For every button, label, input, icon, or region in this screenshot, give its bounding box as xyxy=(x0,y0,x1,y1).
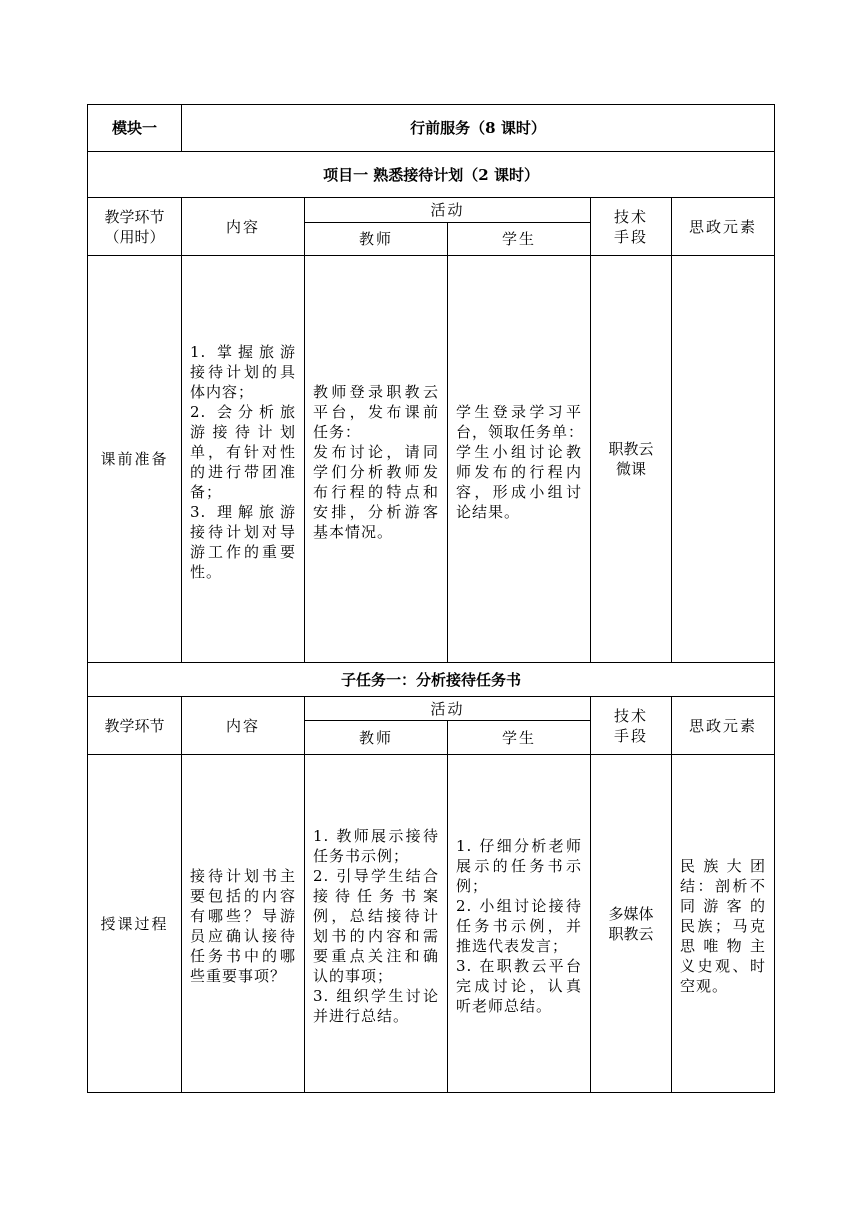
row1-teacher-line: 发布讨论，请同 xyxy=(313,442,439,461)
row2-content-line: 些重要事项？ xyxy=(190,967,287,985)
row1-content-line: 接待计划的具 xyxy=(190,362,296,381)
col-tech-header xyxy=(591,198,672,256)
row2-teacher-line: 任务书示例； xyxy=(313,847,410,865)
row1-content-line: 单，有针对性 xyxy=(190,442,296,461)
row1-content-line: 游工作的重要 xyxy=(190,542,296,561)
row2-teacher-line: 要重点关注和确 xyxy=(313,947,439,965)
row2-student-line: 推选代表发言； xyxy=(456,937,569,955)
row2-teacher-line: 并进行总结。 xyxy=(313,1007,410,1025)
col-stage-label: 教学环节 xyxy=(104,207,165,226)
row2-teacher-line: 2. 引导学生结合 xyxy=(313,867,439,885)
col-stage-header xyxy=(88,198,182,256)
row2-tech-1: 多媒体 xyxy=(608,904,654,923)
row2-ideology-line: 民族大团 xyxy=(680,857,767,875)
lesson-plan-table xyxy=(87,104,775,1093)
col-stage-sub: （用时） xyxy=(104,227,165,246)
row1-content-line: 体内容； xyxy=(190,382,255,401)
row2-content-line: 任务书中的哪 xyxy=(190,947,296,965)
row1-content xyxy=(182,256,305,663)
row1-content-line: 接待计划对导 xyxy=(190,522,296,541)
row2-teacher xyxy=(305,755,448,1093)
row1-teacher-line: 布行程的特点和 xyxy=(313,482,439,501)
row1-content-line: 1. 掌握旅游 xyxy=(190,342,296,361)
row2-content-line: 接待计划书主 xyxy=(190,867,296,885)
t2-col-stage-header: 教学环节 xyxy=(88,697,182,755)
row1-content-line: 的进行带团准 xyxy=(190,462,296,481)
row1-ideology xyxy=(672,256,775,663)
row2-ideology-line: 思唯物主 xyxy=(680,937,767,955)
module-label: 模块一 xyxy=(88,105,182,152)
t2-col-student-header: 学生 xyxy=(448,721,591,755)
t2-col-tech-label-2: 手段 xyxy=(613,726,648,745)
row2-content xyxy=(182,755,305,1093)
row2-student-line: 例； xyxy=(456,877,489,895)
row2-stage: 授课过程 xyxy=(88,755,182,1093)
row2-ideology-line: 空观。 xyxy=(680,977,729,995)
row1-tech-1: 职教云 xyxy=(608,440,654,458)
row2-ideology-line: 结：剖析不 xyxy=(680,877,767,895)
col-student-header: 学生 xyxy=(448,223,591,256)
row2-ideology-line: 同游客的 xyxy=(680,897,767,915)
row2-content-line: 要包括的内容 xyxy=(190,887,296,905)
row1-student xyxy=(448,256,591,663)
row2-content-line: 有哪些？导游 xyxy=(190,907,296,925)
row2-student-line: 3. 在职教云平台 xyxy=(456,957,582,975)
t2-col-activity-header: 活动 xyxy=(305,697,591,721)
row2-teacher-line: 接待任务书案 xyxy=(313,887,439,905)
t2-col-tech-header xyxy=(591,697,672,755)
row1-student-line: 学生小组讨论教 xyxy=(456,442,582,461)
row1-student-line: 容，形成小组讨 xyxy=(456,482,582,501)
row1-teacher-line: 平台，发布课前 xyxy=(313,402,439,421)
row1-tech xyxy=(591,256,672,663)
row2-tech xyxy=(591,755,672,1093)
col-content-header: 内容 xyxy=(182,198,305,256)
t2-col-tech-label-1: 技术 xyxy=(613,706,648,725)
row2-ideology-line: 义史观、时 xyxy=(680,957,767,975)
subtask-title: 子任务一：分析接待任务书 xyxy=(88,663,775,697)
row2-teacher-line: 1. 教师展示接待 xyxy=(313,827,439,845)
row2-tech-2: 职教云 xyxy=(608,924,654,943)
col-tech-label-2: 手段 xyxy=(613,227,648,246)
row2-student-line: 完成讨论，认真 xyxy=(456,977,582,995)
row1-content-line: 备； xyxy=(190,482,223,501)
row1-teacher xyxy=(305,256,448,663)
row1-content-line: 性。 xyxy=(190,562,223,581)
row1-teacher-line: 安排，分析游客 xyxy=(313,502,439,521)
row1-teacher-line: 任务： xyxy=(313,422,362,441)
col-ideology-header: 思政元素 xyxy=(672,198,775,256)
project-title: 项目一 熟悉接待计划（2 课时） xyxy=(88,152,775,198)
row1-teacher-line: 学们分析教师发 xyxy=(313,462,439,481)
row1-content-line: 游接待计划 xyxy=(190,422,296,441)
col-teacher-header: 教师 xyxy=(305,223,448,256)
row2-student xyxy=(448,755,591,1093)
row2-teacher-line: 例，总结接待计 xyxy=(313,907,439,925)
row2-student-line: 展示的任务书示 xyxy=(456,857,582,875)
row1-student-line: 台，领取任务单： xyxy=(456,422,585,441)
t2-col-content-header: 内容 xyxy=(182,697,305,755)
row2-student-line: 任务书示例，并 xyxy=(456,917,582,935)
t2-col-teacher-header: 教师 xyxy=(305,721,448,755)
row1-tech-2: 微课 xyxy=(615,460,646,478)
row2-teacher-line: 认的事项； xyxy=(313,967,394,985)
row1-teacher-line: 基本情况。 xyxy=(313,522,394,541)
row2-teacher-line: 划书的内容和需 xyxy=(313,927,439,945)
row1-student-line: 学生登录学习平 xyxy=(456,402,582,421)
row2-ideology-line: 民族；马克 xyxy=(680,917,767,935)
row2-student-line: 2. 小组讨论接待 xyxy=(456,897,582,915)
row1-content-line: 3. 理解旅游 xyxy=(190,502,296,521)
row1-content-line: 2. 会分析旅 xyxy=(190,402,296,421)
row2-teacher-line: 3. 组织学生讨论 xyxy=(313,987,439,1005)
row1-stage: 课前准备 xyxy=(88,256,182,663)
row2-content-line: 员应确认接待 xyxy=(190,927,296,945)
row1-teacher-line: 教师登录职教云 xyxy=(313,382,439,401)
row2-student-line: 听老师总结。 xyxy=(456,997,553,1015)
row2-student-line: 1. 仔细分析老师 xyxy=(456,837,582,855)
row2-ideology xyxy=(672,755,775,1093)
module-title: 行前服务（8 课时） xyxy=(182,105,775,152)
col-activity-header: 活动 xyxy=(305,198,591,223)
row1-student-line: 论结果。 xyxy=(456,502,521,521)
col-tech-label-1: 技术 xyxy=(613,207,648,226)
t2-col-ideology-header: 思政元素 xyxy=(672,697,775,755)
row1-student-line: 师发布的行程内 xyxy=(456,462,582,481)
